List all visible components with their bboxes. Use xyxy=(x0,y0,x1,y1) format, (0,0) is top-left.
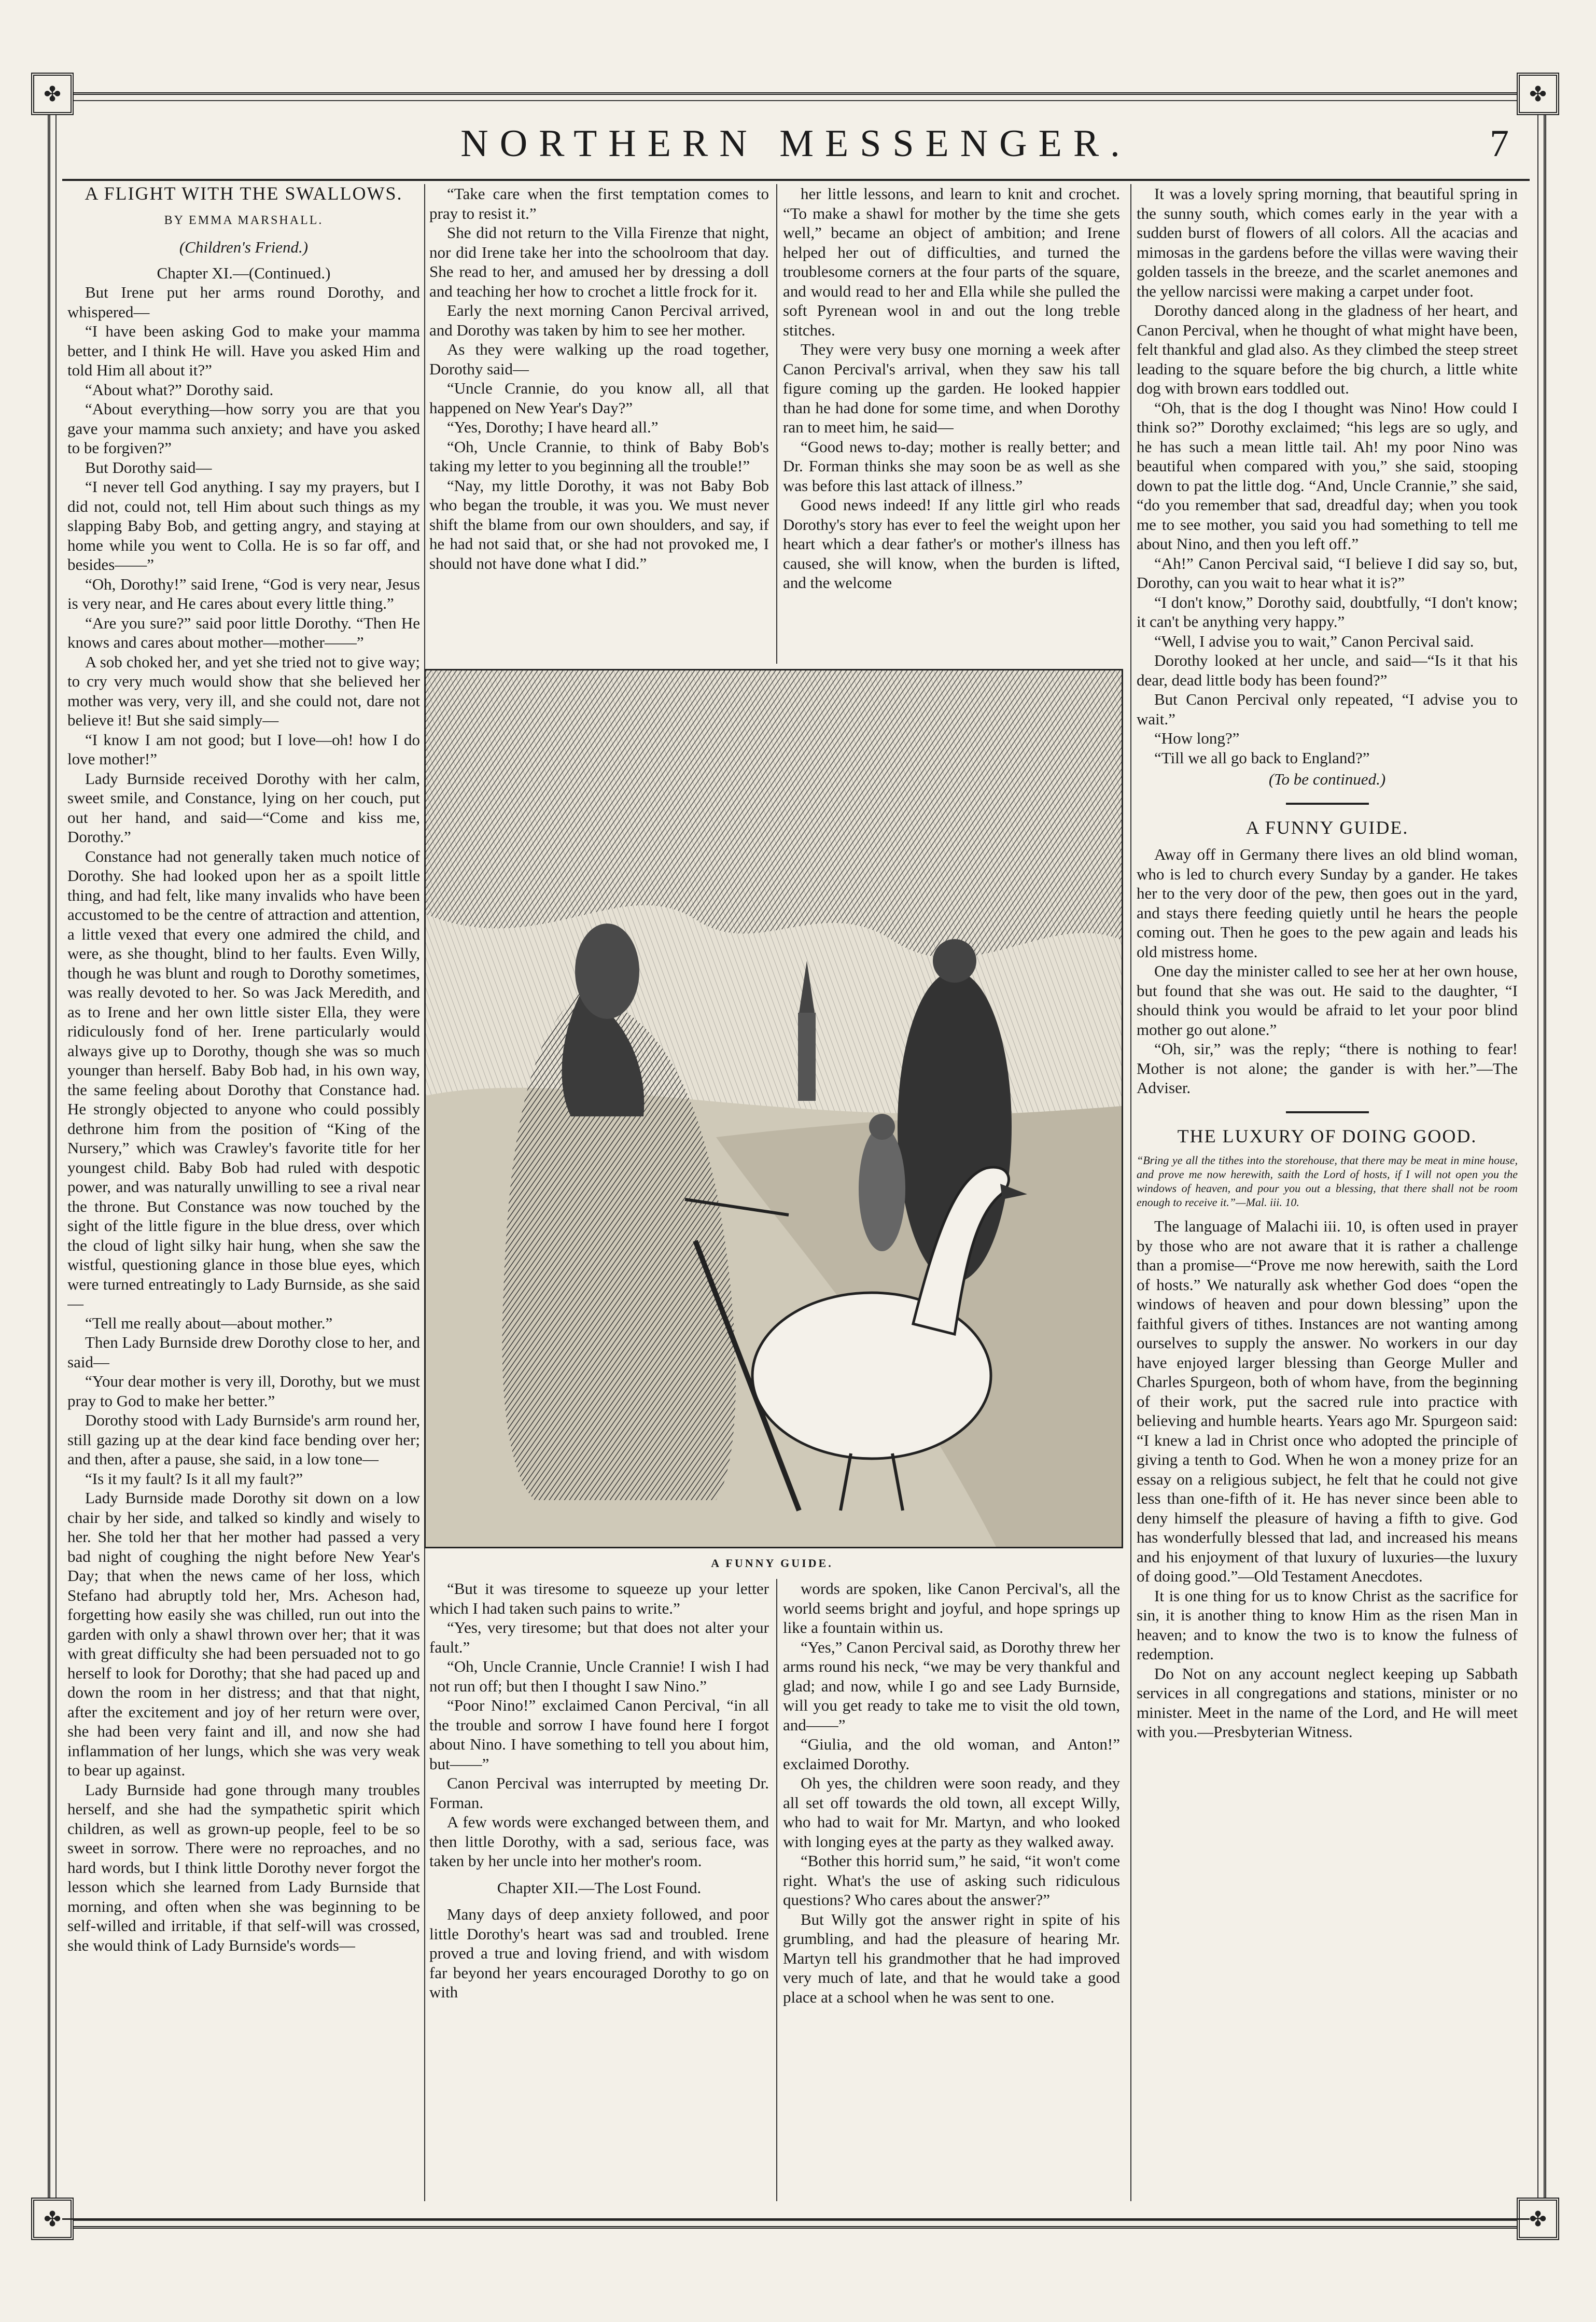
column-2-top xyxy=(429,184,769,661)
article-body xyxy=(1137,845,1518,1098)
paragraph: “Take care when the first temptation comes to pray to resist it.” xyxy=(429,185,769,222)
column-divider xyxy=(1130,184,1131,2201)
paragraph: “I don't know,” Dorothy said, doubtfully, “I don't know; it can't be anything very happy.” xyxy=(1137,593,1518,631)
paragraph: A few words were exchanged between them, and then little Dorothy, with a sad, serious face, was taken by her uncle into her mother's room. xyxy=(429,1813,769,1870)
column-4 xyxy=(1137,184,1518,2206)
paragraph: “Yes,” Canon Percival said, as Dorothy threw her arms round his neck, “we may be very thankful and glad; and now, while I go and see Lady Burnside, will you get ready to take me to visit the old town, and——” xyxy=(783,1638,1120,1734)
article-body xyxy=(783,184,1120,593)
column-divider xyxy=(776,184,777,664)
section-rule xyxy=(1286,803,1369,805)
paragraph: “Well, I advise you to wait,” Canon Percival said. xyxy=(1154,632,1474,650)
paragraph: “Tell me really about—about mother.” xyxy=(85,1313,333,1332)
paragraph: “I never tell God anything. I say my prayers, but I did not, could not, tell Him about such things as my slapping Baby Bob, and getting angry, and staying at home while you went to Colla. He is so far off, and besides——” xyxy=(67,478,420,573)
article-body xyxy=(1137,1216,1518,1742)
epigraph: “Bring ye all the tithes into the storehouse, that there may be meat in mine house, and prove me now herewith, saith the Lord of hosts, if I will not open you the windows of heaven, and pour you out a blessing, that there shall not be room enough to receive it.”—Mal. iii. 10. xyxy=(1137,1154,1518,1209)
byline: BY EMMA MARSHALL. xyxy=(164,213,324,227)
paragraph: Then Lady Burnside drew Dorothy close to her, and said— xyxy=(67,1333,420,1371)
illustration-funny-guide xyxy=(424,669,1123,1548)
paragraph: It was a lovely spring morning, that beautiful spring in the sunny south, which comes early in the year with a sudden burst of flowers of all colors. All the acacias and mimosas in the gardens before the villas were waving their golden tassels in the breeze, and the scarlet anemones and the yellow narcissi were making a carpet under foot. xyxy=(1137,185,1518,300)
chapter-heading: Chapter XII.—The Lost Found. xyxy=(497,1878,702,1897)
column-3-bottom xyxy=(783,1579,1120,2206)
paragraph: But Irene put her arms round Dorothy, and whispered— xyxy=(67,283,420,321)
paragraph: Dorothy danced along in the gladness of her heart, and Canon Percival, when he thought of what might have been, felt thankful and glad also. As they climbed the steep street leading to the square before the big church, a little white dog with brown ears toddled out. xyxy=(1137,301,1518,397)
paragraph: “Giulia, and the old woman, and Anton!” exclaimed Dorothy. xyxy=(783,1735,1120,1773)
article-heading: A FLIGHT WITH THE SWALLOWS. xyxy=(85,184,403,204)
masthead xyxy=(62,122,1530,181)
newspaper-title: NORTHERN MESSENGER. xyxy=(460,122,1131,165)
paragraph: Lady Burnside had gone through many troubles herself, and she had the sympathetic spirit which children, as well as grown-up people, feel to be so sweet in sorrow. There were no reproaches, and no hard words, but I think little Dorothy never forgot the lesson which she learned from Lady Burnside that morning, and often when she was beginning to be self-willed and irritable, if that self-will was crossed, she would think of Lady Burnside's words— xyxy=(67,1780,420,1954)
article-body xyxy=(783,1579,1120,2007)
corner-ornament: ✤ xyxy=(1517,73,1559,115)
engraving-image xyxy=(426,670,1122,1547)
paragraph: Good news indeed! If any little girl who reads Dorothy's story has ever to feel the weight upon her heart which a dear father's or mother's illness has caused, she will know, when the burden is lifted, and the welcome xyxy=(783,496,1120,592)
paragraph: “Oh, sir,” was the reply; “there is nothing to fear! Mother is not alone; the gander is with her.”—The Adviser. xyxy=(1137,1040,1518,1097)
paragraph: Oh yes, the children were soon ready, and they all set off towards the old town, all except Willy, who had to wait for Mr. Martyn, and who looked with longing eyes at the party as they walked away. xyxy=(783,1774,1120,1851)
paragraph: Away off in Germany there lives an old blind woman, who is led to church every Sunday by a gander. He takes her to the very door of the pew, then goes out in the yard, and stays there feeding quietly until he hears the people coming out. Then he goes to the pew again and leads his old mistress home. xyxy=(1137,845,1518,961)
corner-ornament: ✤ xyxy=(31,2198,74,2240)
article-body xyxy=(1137,184,1518,767)
paragraph: Dorothy looked at her uncle, and said—“Is it that his dear, dead little body has been found?” xyxy=(1137,651,1518,689)
paragraph: The language of Malachi iii. 10, is often used in prayer by those who are not aware that it is rather a challenge than a promise—“Prove me now herewith, saith the Lord of hosts.” We naturally ask whether God does “open the windows of heaven and pour down blessing” upon the faithful givers of tithes. Instances are not wanting among ourselves to supply the answer. No workers in our day have enjoyed larger blessing than George Muller and Charles Spurgeon, both of whom have, from the beginning of their work, put the sacred rule into practice with believing and humble hearts. Years ago Mr. Spurgeon said: “I knew a lad in Christ once who adopted the principle of giving a tenth to God. When he won a money prize for an essay on a religious subject, he felt that he could not give less than one-fifth of it. He has never since been able to deny himself the pleasure of having a fifth to give. God has wonderfully blessed that lad, and increased his means and his enjoyment of that luxury of luxuries—the luxury of doing good.”—Old Testament Anecdotes. xyxy=(1137,1217,1518,1585)
paragraph: “Oh, Uncle Crannie, Uncle Crannie! I wish I had not run off; but then I thought I saw Nino.” xyxy=(429,1657,769,1695)
paragraph: “How long?” xyxy=(1154,729,1240,747)
paragraph: One day the minister called to see her at her own house, but found that she was out. He said to the daughter, “I should think you would be afraid to let your poor blind mother go out alone.” xyxy=(1137,962,1518,1039)
paragraph: “About everything—how sorry you are that you gave your mamma such anxiety; and have you asked to be forgiven?” xyxy=(67,400,420,457)
paragraph: She did not return to the Villa Firenze that night, nor did Irene take her into the schoolroom that day. She read to her, and amused her by dressing a doll and teaching her how to crochet a little frock for it. xyxy=(429,223,769,300)
paragraph: As they were walking up the road together, Dorothy said— xyxy=(429,340,769,378)
paragraph: “Yes, very tiresome; but that does not alter your fault.” xyxy=(429,1618,769,1656)
paragraph: “Ah!” Canon Percival said, “I believe I did say so, but, Dorothy, can you wait to hear what it is?” xyxy=(1137,554,1518,592)
paragraph: But Willy got the answer right in spite of his grumbling, and had the pleasure of hearing Mr. Martyn tell his grandmother that he had improved very much of late, and that he would take a good place at a school when he was sent to one. xyxy=(783,1910,1120,2006)
paragraph: “Is it my fault? Is it all my fault?” xyxy=(85,1469,303,1488)
paragraph: They were very busy one morning a week after Canon Percival's arrival, when they saw his tall figure coming up the garden. He looked happier than he had done for some time, and when Dorothy ran to meet him, he said— xyxy=(783,340,1120,436)
article-body xyxy=(429,1905,769,2002)
page-number: 7 xyxy=(1490,122,1509,165)
illustration-caption: A FUNNY GUIDE. xyxy=(711,1557,833,1570)
section-heading: A FUNNY GUIDE. xyxy=(1245,817,1409,838)
article-body xyxy=(429,184,769,573)
paragraph: “Oh, Uncle Crannie, to think of Baby Bob's taking my letter to you beginning all the trouble!” xyxy=(429,437,769,475)
paragraph: Lady Burnside made Dorothy sit down on a low chair by her side, and talked so kindly and wisely to her. She told her that her mother had passed a very bad night of coughing the night before New Year's Day; that when the news came of her loss, which Stefano had abruptly told her, Mrs. Acheson had, forgetting how easily she was chilled, run out into the garden with only a shawl thrown over her; that it was with great difficulty she had been persuaded not to go herself to look for Dorothy; that she had paced up and down the room in her distress; and that that night, after the excitement and joy of her return were over, she had been very faint and ill, and now she had inflammation of her lungs, which she was very weak to bear up against. xyxy=(67,1489,420,1779)
paragraph: her little lessons, and learn to knit and crochet. “To make a shawl for mother by the time she gets well,” became an object of ambition; and Irene helped her out of difficulties, and turned the troublesome corners at the four parts of the square, and would read to her and Ella while she pulled the soft Pyrenean wool in and out the long treble stitches. xyxy=(783,185,1120,339)
paragraph: “Poor Nino!” exclaimed Canon Percival, “in all the trouble and sorrow I have found here I forgot about Nino. I have something to tell you about him, but——” xyxy=(429,1696,769,1773)
article-body xyxy=(67,283,420,1955)
paragraph: Do Not on any account neglect keeping up Sabbath services in all congregations and stations, minister or no minister. Meet in the name of the Lord, and He will meet with you.—Presbyterian Witness. xyxy=(1137,1664,1518,1741)
paragraph: “Yes, Dorothy; I have heard all.” xyxy=(447,418,659,436)
column-2-bottom xyxy=(429,1579,769,2206)
paragraph: “Oh, that is the dog I thought was Nino! How could I think so?” Dorothy exclaimed; “his legs are so ugly, and he has such a mean little tail. Ah! my poor Nino was beautiful when compared with you,” she said, stooping down to pat the little dog. “And, Uncle Crannie,” she said, “do you remember that sad, dreadful day; when you took me to see mother, you said you had something to tell me about Nino, and then you left off.” xyxy=(1137,398,1518,553)
paragraph: “Your dear mother is very ill, Dorothy, but we must pray to God to make her better.” xyxy=(67,1372,420,1410)
section-rule xyxy=(1286,1111,1369,1113)
paragraph: It is one thing for us to know Christ as the sacrifice for sin, it is another thing to know Him as the risen Man in heaven; and to know the two is to know the fulness of redemption. xyxy=(1137,1586,1518,1663)
paragraph: “Till we all go back to England?” xyxy=(1154,748,1370,767)
paragraph: words are spoken, like Canon Percival's, all the world seems bright and joyful, and hope springs up like a fountain within us. xyxy=(783,1579,1120,1636)
paragraph: “Oh, Dorothy!” said Irene, “God is very near, Jesus is very near, and He cares about every little thing.” xyxy=(67,575,420,612)
source-note: (Children's Friend.) xyxy=(179,238,309,256)
corner-ornament: ✤ xyxy=(31,73,74,115)
paragraph: “Bother this horrid sum,” he said, “it won't come right. What's the use of asking such ridiculous questions? Who cares about the answer?” xyxy=(783,1852,1120,1909)
column-3-top xyxy=(783,184,1120,661)
column-divider xyxy=(776,1579,777,2201)
paragraph: “I know I am not good; but I love—oh! how I do love mother!” xyxy=(67,730,420,768)
paragraph: Constance had not generally taken much notice of Dorothy. She had looked upon her as a spoilt little thing, and had felt, like many invalids who have been accustomed to be the centre of attraction and attention, a little vexed that every one admired the child, and were, as she thought, blind to her faults. Even Willy, though he was blunt and rough to Dorothy sometimes, was really devoted to her. So was Jack Meredith, and as to Irene and her own little sister Ella, they were ridiculously fond of her. Irene particularly would always give up to Dorothy, though she was so much younger than herself. Baby Bob had, in his own way, the same feeling about Dorothy that Constance had. He strongly objected to anyone who could possibly dethrone him from the position of “King of the Nursery,” which was Crawley's favorite title for her youngest child. Baby Bob had ruled with despotic power, and was naturally unwilling to see a rival near the throne. But Constance was now touched by the sight of the little figure in the blue dress, over which the cloud of light silky hair hung, when she saw the wistful, questioning glance in those blue eyes, which were turned entreatingly to Lady Burnside, as she said— xyxy=(67,847,420,1312)
paragraph: Canon Percival was interrupted by meeting Dr. Forman. xyxy=(429,1774,769,1812)
paragraph: Dorothy stood with Lady Burnside's arm round her, still gazing up at the dear kind face bending over her; and then, after a pause, she said, in a low tone— xyxy=(67,1411,420,1468)
paragraph: “I have been asking God to make your mamma better, and I think He will. Have you asked Him and told Him all about it?” xyxy=(67,322,420,379)
paragraph: “But it was tiresome to squeeze up your letter which I had taken such pains to write.” xyxy=(429,1579,769,1617)
paragraph: Lady Burnside received Dorothy with her calm, sweet smile, and Constance, lying on her couch, put out her hand, and said—“Come and kiss me, Dorothy.” xyxy=(67,769,420,846)
paragraph: A sob choked her, and yet she tried not to give way; to cry very much would show that she believed her mother was very, very ill, and she could not, dare not believe it! But she said simply— xyxy=(67,652,420,729)
paragraph: Early the next morning Canon Percival arrived, and Dorothy was taken by him to see her mother. xyxy=(429,301,769,339)
column-1 xyxy=(67,184,420,2206)
paragraph: But Dorothy said— xyxy=(85,458,212,477)
paragraph: Many days of deep anxiety followed, and poor little Dorothy's heart was sad and troubled. Irene proved a true and loving friend, and with wisdom far beyond her years encouraged Dorothy to go on with xyxy=(429,1905,769,2001)
bottom-rule xyxy=(62,2218,1530,2220)
corner-ornament: ✤ xyxy=(1517,2198,1559,2240)
article-body xyxy=(429,1579,769,1871)
paragraph: “About what?” Dorothy said. xyxy=(85,380,274,399)
paragraph: But Canon Percival only repeated, “I advise you to wait.” xyxy=(1137,690,1518,728)
paragraph: “Uncle Crannie, do you know all, all that happened on New Year's Day?” xyxy=(429,379,769,417)
paragraph: “Nay, my little Dorothy, it was not Baby Bob who began the trouble, it was you. We must never shift the blame from our own shoulders, and say, if he had not said that, or she had not provoked me, I should not have done what I did.” xyxy=(429,476,769,572)
to-be-continued: (To be continued.) xyxy=(1268,770,1386,788)
paragraph: “Are you sure?” said poor little Dorothy. “Then He knows and cares about mother—mother——” xyxy=(67,613,420,651)
chapter-heading: Chapter XI.—(Continued.) xyxy=(157,263,331,282)
paragraph: “Good news to-day; mother is really better; and Dr. Forman thinks she may soon be as well as she was before this last attack of illness.” xyxy=(783,437,1120,495)
section-heading: THE LUXURY OF DOING GOOD. xyxy=(1177,1125,1477,1146)
